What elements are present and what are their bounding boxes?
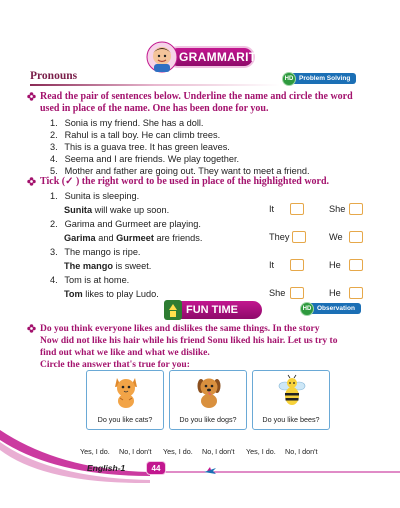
exercise1-list [50,117,310,177]
observation-tag [300,302,361,315]
answer-yes[interactable]: Yes, I do. [246,447,276,456]
list-item: 3. This is a guava tree. It has green leaves. [50,142,230,152]
page-number: 44 [146,461,166,475]
card-question: Do you like dogs? [179,415,237,424]
option-label: She [329,204,346,214]
question-line: 3. The mango is ripe. [50,247,141,257]
tick-box[interactable] [349,259,363,271]
grammarite-banner [145,40,265,74]
boy-mascot-icon [145,40,179,74]
tag-label: Observation [310,303,361,314]
answer-yes[interactable]: Yes, I do. [80,447,110,456]
footer-book: English-1 [87,463,126,473]
list-item: 1. Sonia is my friend. She has a doll. [50,118,204,128]
answer-yes[interactable]: Yes, I do. [163,447,193,456]
answer-no[interactable]: No, I don't [285,447,318,456]
banner-title: GRAMMARITE [179,50,265,64]
instruction-line: Now did not like his hair while his friend Sonu liked his hair. Let us try to [40,336,338,346]
exercise1-instruction [40,91,385,115]
funtime-title: FUN TIME [186,304,238,316]
answer-no[interactable]: No, I don't [202,447,235,456]
tick-box[interactable] [292,231,306,243]
option-label: It [269,204,275,214]
option-label: We [329,232,343,242]
option-label: She [269,288,286,298]
flower-bullet-icon [27,324,36,333]
question-line: 1. Sunita is sleeping. [50,191,140,201]
flower-bullet-icon [27,92,36,101]
option-label: It [269,260,275,270]
option-label: They [269,232,290,242]
question-line: 2. Garima and Gurmeet are playing. [50,219,201,229]
plane-icon [203,465,217,477]
question-line: Sunita will wake up soon. [64,205,170,215]
card-question: Do you like cats? [97,415,153,424]
instruction-line: used in place of the name. One has been done for you. [40,103,269,114]
dog-icon [194,374,224,408]
footer-swoosh [0,420,400,508]
funtime-icon [162,299,184,321]
tick-box[interactable] [290,259,304,271]
section-rule [30,84,280,86]
list-item: 4. Seema and I are friends. We play together. [50,154,240,164]
instruction-line: Do you think everyone likes and dislikes the same things. In the story [40,324,320,334]
card-question: Do you like bees? [262,415,320,424]
exercise3-instruction [40,323,392,371]
hd-badge: HD [300,302,314,316]
exercise2-instruction [40,176,385,188]
tick-box[interactable] [349,231,363,243]
tick-box[interactable] [349,287,363,299]
question-line: 4. Tom is at home. [50,275,130,285]
option-label: He [329,288,341,298]
instruction-line: find out what we like and what we dislike. [40,348,210,358]
question-line: Garima and Gurmeet are friends. [64,233,203,243]
question-line: Tom likes to play Ludo. [64,289,159,299]
question-line: The mango is sweet. [64,261,152,271]
instruction-line: Tick (✓ ) the right word to be used in place of the highlighted word. [40,176,330,187]
instruction-line: Read the pair of sentences below. Underline the name and circle the word [40,91,353,102]
bee-icon [275,374,309,408]
tick-box[interactable] [290,203,304,215]
hd-badge: HD [282,72,296,86]
tag-label: Problem Solving [292,73,356,84]
funtime-banner [150,299,262,321]
section-title: Pronouns [30,70,78,82]
cat-icon [111,374,141,408]
answer-no[interactable]: No, I don't [119,447,152,456]
tick-box[interactable] [349,203,363,215]
option-label: He [329,260,341,270]
flower-bullet-icon [27,177,36,186]
instruction-line: Circle the answer that's true for you: [40,360,190,370]
tick-box[interactable] [290,287,304,299]
list-item: 2. Rahul is a tall boy. He can climb trees. [50,130,221,140]
problem-solving-tag [282,72,356,85]
list-item: 5. Mother and father are going out. They want to meet a friend. [50,166,310,176]
